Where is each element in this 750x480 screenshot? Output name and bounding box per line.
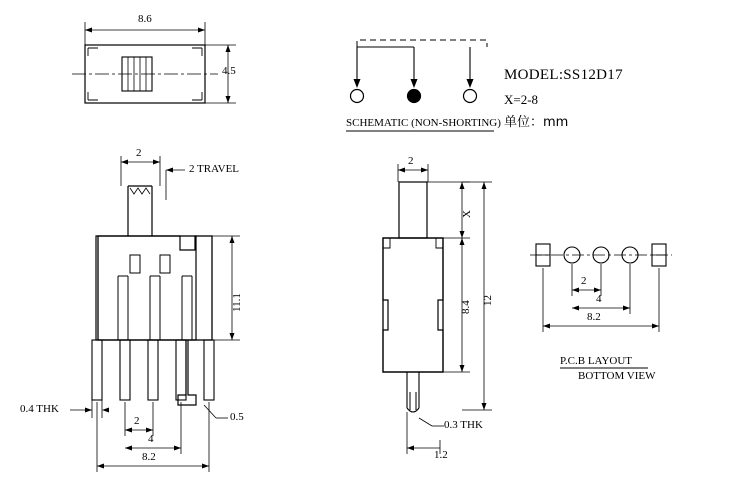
dim-0p3-thk xyxy=(419,418,444,426)
dim-0p4-thk xyxy=(70,400,109,418)
dim-label-side-depth: 1.2 xyxy=(434,449,448,461)
pcb-layout-graphic xyxy=(530,244,672,368)
pcb-caption-line2: BOTTOM VIEW xyxy=(578,370,656,382)
dim-label-top-width: 8.6 xyxy=(138,13,152,25)
dim-front-actuator-2 xyxy=(121,156,160,186)
thickness-note-label: 0.4 THK xyxy=(20,403,59,415)
dim-label-side-body-height: 8.4 xyxy=(460,300,472,314)
dim-label-side-total-height: 12 xyxy=(482,295,494,306)
dim-label-pin-width: 0.5 xyxy=(230,411,244,423)
travel-range-label: X=2-8 xyxy=(504,92,539,107)
side-thickness-note-label: 0.3 THK xyxy=(444,419,483,431)
dim-label-pcb-pitch: 2 xyxy=(581,275,587,287)
dim-1p2 xyxy=(407,412,440,454)
schematic-caption: SCHEMATIC (NON-SHORTING) xyxy=(346,117,501,129)
leader-travel xyxy=(166,168,185,201)
dim-label-front-width: 8.2 xyxy=(142,451,156,463)
dim-label-front-span: 4 xyxy=(148,433,154,445)
dim-8p6 xyxy=(85,22,205,45)
schematic-graphic xyxy=(351,40,488,103)
pcb-caption-line1: P.C.B LAYOUT xyxy=(560,355,633,367)
unit-label: 单位：mm xyxy=(504,115,569,130)
dim-11p1 xyxy=(212,236,240,340)
dim-label-side-X: X xyxy=(461,210,473,218)
travel-note-label: 2 TRAVEL xyxy=(189,163,240,175)
dim-label-pcb-span: 4 xyxy=(596,293,602,305)
dim-label-front-actuator: 2 xyxy=(136,147,142,159)
dim-label-top-height: 4.5 xyxy=(222,65,236,77)
dim-0p5 xyxy=(204,405,228,418)
dim-label-side-actuator: 2 xyxy=(408,155,414,167)
dim-label-pcb-width: 8.2 xyxy=(587,311,601,323)
dim-label-front-pitch: 2 xyxy=(134,415,140,427)
dim-label-front-height: 11.1 xyxy=(231,293,243,312)
model-label: MODEL:SS12D17 xyxy=(504,67,623,83)
